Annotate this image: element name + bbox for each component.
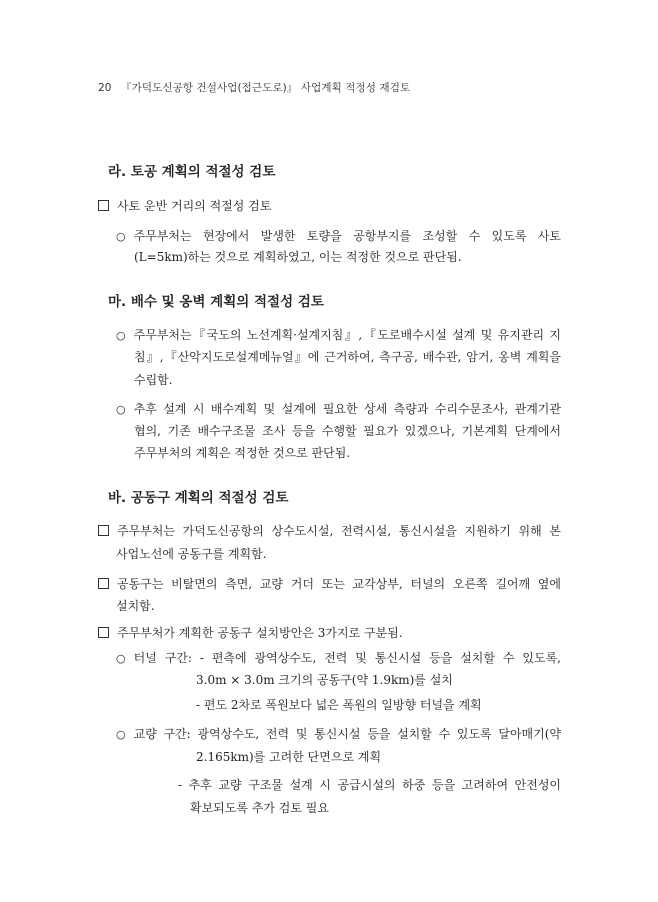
paragraph-line: 설치함.	[116, 599, 155, 613]
circle-bullet-icon: ○	[116, 728, 126, 741]
square-bullet-icon	[98, 525, 109, 536]
paragraph-line: 침』,『산악지도로설계메뉴얼』에 근거하여, 측구공, 배수관, 암거, 옹벽 계획을	[134, 350, 561, 364]
circle-bullet-item: ○ 터널 구간: - 편측에 광역상수도, 전력 및 통신시설 등을 설치할 수 있도록,	[116, 646, 561, 671]
circle-bullet-icon: ○	[116, 403, 126, 416]
paragraph-line: (L=5km)하는 것으로 계획하였고, 이는 적정한 것으로 판단됨.	[134, 250, 462, 264]
circle-bullet-icon: ○	[116, 329, 126, 342]
square-bullet-item: 주무부처가 계획한 공동구 설치방안은 3가지로 구분됨.	[98, 621, 403, 645]
circle-bullet-icon: ○	[116, 652, 126, 665]
section-heading-ma: 마. 배수 및 옹벽 계획의 적절성 검토	[108, 294, 324, 310]
paragraph-line: 사업노선에 공동구를 계획함.	[116, 547, 267, 561]
page-number: 20	[98, 82, 112, 94]
paragraph-line: 2.165km)를 고려한 단면으로 계획	[196, 750, 382, 764]
paragraph-line: 3.0m × 3.0m 크기의 공동구(약 1.9km)를 설치	[196, 673, 453, 687]
paragraph-line: 수립함.	[134, 373, 173, 387]
paragraph-line: 확보되도록 추가 검토 필요	[190, 801, 329, 815]
circle-bullet-item: ○ 주무부처는 현장에서 발생한 토량을 공항부지를 조성할 수 있도록 사토	[116, 224, 561, 249]
paragraph-line: 협의, 기존 배수구조물 조사 등을 수행할 필요가 있겠으나, 기본계획 단계에서	[134, 424, 561, 438]
section-heading-ba: 바. 공동구 계획의 적절성 검토	[108, 490, 289, 506]
square-bullet-icon	[98, 200, 109, 211]
square-bullet-item: 사토 운반 거리의 적절성 검토	[98, 194, 271, 218]
section-heading-ra: 라. 토공 계획의 적절성 검토	[108, 164, 276, 180]
paragraph-line: - 편도 2차로 폭원보다 넓은 폭원의 일방향 터널을 계획	[196, 698, 482, 712]
square-bullet-item: 주무부처는 가덕도신공항의 상수도시설, 전력시설, 통신시설을 지원하기 위해 본	[98, 519, 561, 543]
circle-bullet-item: ○ 추후 설계 시 배수계획 및 설계에 필요한 상세 측량과 수리수문조사, 관계기관	[116, 397, 561, 422]
page-header	[98, 80, 410, 95]
circle-bullet-item: ○ 교량 구간: 광역상수도, 전력 및 통신시설 등을 설치할 수 있도록 달아매기(약	[116, 722, 561, 747]
circle-bullet-icon: ○	[116, 230, 126, 243]
square-bullet-icon	[98, 578, 109, 589]
paragraph-line: - 추후 교량 구조물 설계 시 공급시설의 하중 등을 고려하여 안전성이	[178, 778, 561, 792]
circle-bullet-item: ○ 주무부처는『국도의 노선계획·설계지침』,『도로배수시설 설계 및 유지관리 지	[116, 323, 561, 348]
square-bullet-item: 공동구는 비탈면의 측면, 교량 거더 또는 교각상부, 터널의 오른쪽 길어깨 옆에	[98, 572, 561, 596]
header-title: 『가덕도신공항 건설사업(접근도로)』 사업계획 적정성 재검토	[121, 82, 411, 94]
square-bullet-icon	[98, 627, 109, 638]
paragraph-line: 주무부처의 계획은 적정한 것으로 판단됨.	[134, 446, 351, 460]
